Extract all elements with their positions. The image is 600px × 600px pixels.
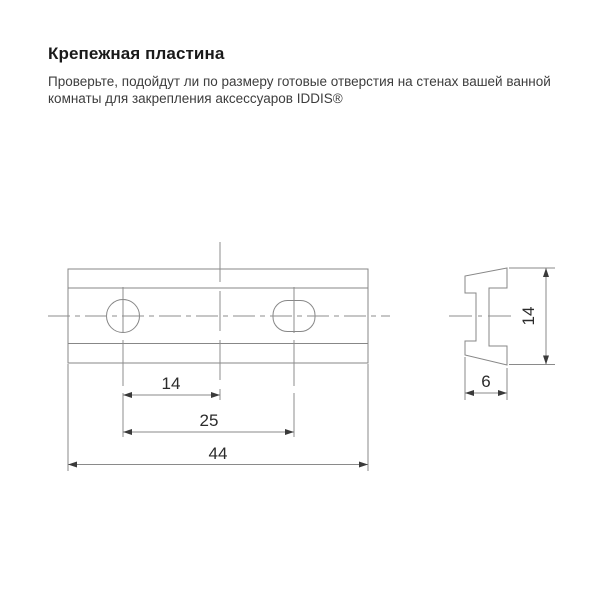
dimension-value: 44 — [208, 444, 228, 463]
dimension-hole-spacing — [123, 411, 294, 435]
arrow-left-icon — [465, 390, 474, 396]
product-description: Проверьте, подойдут ли по размеру готовые отверстия на стенах вашей ванной комнаты для закрепления аксессуаров IDDIS® — [48, 74, 551, 106]
arrow-right-icon — [211, 392, 220, 398]
side-view — [449, 268, 555, 400]
page-title: Крепежная пластина — [48, 44, 225, 63]
front-view — [48, 242, 390, 471]
arrow-down-icon — [543, 356, 549, 365]
arrow-right-icon — [285, 429, 294, 435]
arrow-left-icon — [123, 429, 132, 435]
arrow-right-icon — [359, 462, 368, 468]
arrow-up-icon — [543, 268, 549, 277]
dimension-value: 6 — [481, 372, 491, 391]
dimension-hole-to-centerline — [123, 374, 220, 398]
dimension-value: 14 — [161, 374, 181, 393]
arrow-right-icon — [498, 390, 507, 396]
arrow-left-icon — [68, 462, 77, 468]
dimension-value: 14 — [519, 306, 538, 326]
dimension-value: 25 — [199, 411, 219, 430]
arrow-left-icon — [123, 392, 132, 398]
dimension-plate-height — [509, 268, 555, 365]
